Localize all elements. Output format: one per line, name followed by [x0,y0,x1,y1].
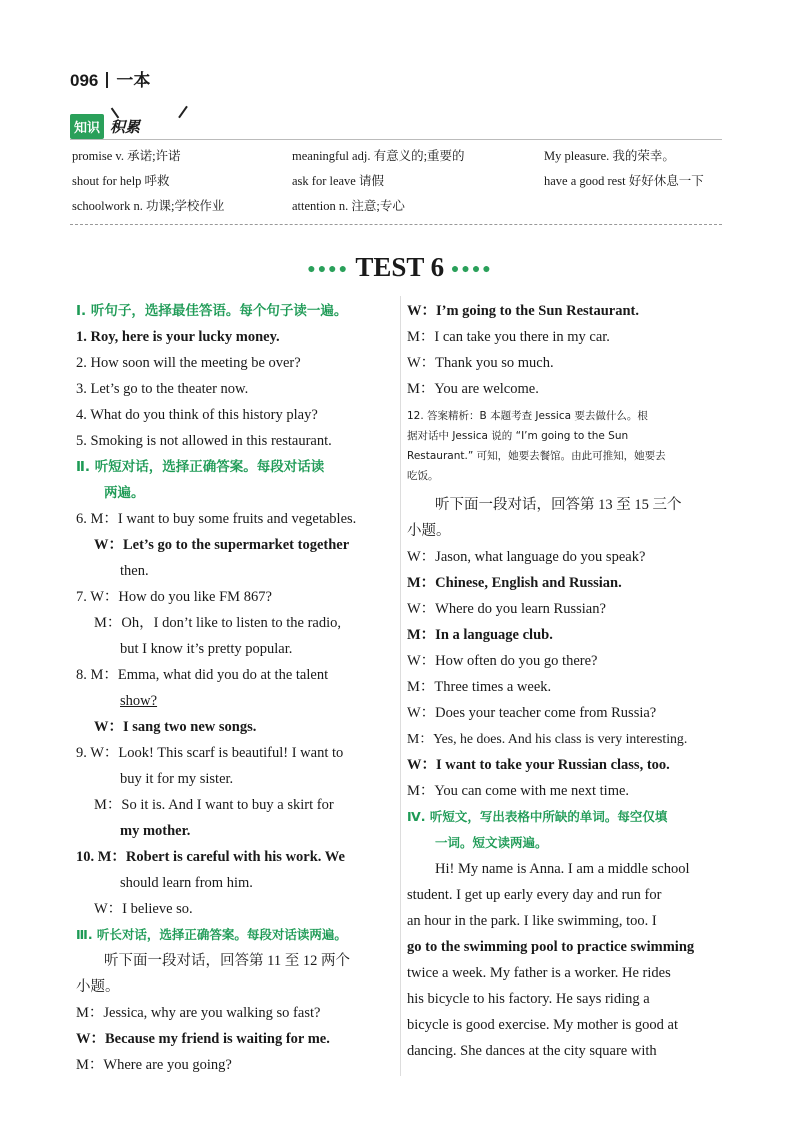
question-line: 1. Roy, here is your lucky money. [76,329,280,345]
dialog-line: 6. M：I want to buy some fruits and vegetables. [76,511,357,527]
dialog-line: M：Three times a week. [407,679,552,695]
test-title: TEST 6 [355,252,445,282]
dialog-line: W：I want to take your Russian class, too. [407,757,670,773]
answer-note: 据对话中 Jessica 说的 “I’m going to the Sun [407,430,629,442]
dialog-line: 8. M：Emma, what did you do at the talent [76,667,329,683]
instruction-line: 听下面一段对话，回答第 13 至 15 三个 [435,497,682,513]
left-column [76,298,394,1078]
dialog-line: W：How often do you go there? [407,653,598,669]
vocab-item: My pleasure. 我的荣幸。 [544,149,675,163]
section-heading-cont: 两遍。 [104,485,145,501]
decor-stroke [178,106,188,119]
instruction-line: 小题。 [76,979,120,995]
knowledge-section-label [70,113,140,139]
section-heading: Ⅱ. 听短对话，选择正确答案。每段对话读 [76,459,325,475]
dialog-line: my mother. [120,823,191,839]
dialog-line: W：Where do you learn Russian? [407,601,606,617]
section-heading: Ⅰ. 听句子，选择最佳答语。每个句子读一遍。 [76,303,348,319]
dialog-line: 7. W：How do you like FM 867? [76,589,272,605]
vocab-item: attention n. 注意;专心 [292,199,405,213]
vocab-item: schoolwork n. 功课;学校作业 [72,199,225,213]
test-heading [0,252,800,283]
section-divider [70,139,722,140]
dialog-line: buy it for my sister. [120,771,234,787]
dialog-line: M：Oh，I don’t like to listen to the radio, [94,615,342,631]
dialog-line: 10. M：Robert is careful with his work. We [76,849,345,865]
passage-line: Hi! My name is Anna. I am a middle school [435,861,690,877]
dialog-line: M：Yes, he does. And his class is very interesting. [407,731,688,746]
dialog-line: M：So it is. And I want to buy a skirt for [94,797,334,813]
dialog-line: W：I believe so. [94,901,193,917]
answer-note: 吃饭。 [407,470,439,482]
dialog-line: show? [120,693,158,709]
book-title: 一本 [116,71,151,91]
dialog-line: M：Jessica, why are you walking so fast? [76,1005,321,1021]
section-heading-cont: 一词。短文读两遍。 [435,835,548,850]
vocab-item: ask for leave 请假 [292,174,384,188]
dialog-line: W：I sang two new songs. [94,719,257,735]
knowledge-title: 积累 [110,117,141,136]
dialog-line: W：Does your teacher come from Russia? [407,705,657,721]
knowledge-badge: 知识 [70,114,104,139]
dialog-line: M：I can take you there in my car. [407,329,610,345]
passage-line: dancing. She dances at the city square with [407,1043,657,1059]
dialog-line: then. [120,563,149,579]
section-heading: Ⅲ. 听长对话，选择正确答案。每段对话读两遍。 [76,927,347,942]
vocab-item: promise v. 承诺;许诺 [72,149,181,163]
passage-line: his bicycle to his factory. He says riding a [407,991,650,1007]
dialog-line: W：Jason, what language do you speak? [407,549,646,565]
question-line: 3. Let’s go to the theater now. [76,381,249,397]
dialog-line: should learn from him. [120,875,253,891]
dialog-line: M：Where are you going? [76,1057,232,1073]
question-line: 4. What do you think of this history play? [76,407,318,423]
answer-note: 12. 答案精析：B 本题考查 Jessica 要去做什么。根 [407,410,648,422]
page-number: 096 [70,71,99,90]
dialog-line: M：Chinese, English and Russian. [407,575,622,591]
vocab-item: shout for help 呼救 [72,174,170,188]
decor-dots-right: ●●●● [450,261,493,277]
decor-dots-left: ●●●● [307,261,350,277]
answer-note: Restaurant.” 可知，她要去餐馆。由此可推知，她要去 [407,450,666,462]
dashed-divider [70,224,722,225]
dialog-line: W：Let’s go to the supermarket together [94,537,350,553]
dialog-line: W：I’m going to the Sun Restaurant. [407,303,640,319]
instruction-line: 小题。 [407,523,451,539]
dialog-line: W：Because my friend is waiting for me. [76,1031,330,1047]
page-header [70,66,150,91]
dialog-line: M：You are welcome. [407,381,539,397]
vocab-item: have a good rest 好好休息一下 [544,174,704,188]
column-divider [400,296,401,1076]
section-heading: Ⅳ. 听短文，写出表格中所缺的单词。每空仅填 [407,809,668,824]
dialog-line: but I know it’s pretty popular. [120,641,293,657]
passage-line: twice a week. My father is a worker. He rides [407,965,671,981]
right-column [407,298,725,1064]
dialog-line: 9. W：Look! This scarf is beautiful! I want to [76,745,344,761]
vocab-item: meaningful adj. 有意义的;重要的 [292,149,465,163]
dialog-line: M：You can come with me next time. [407,783,630,799]
dialog-line: W：Thank you so much. [407,355,554,371]
passage-line: student. I get up early every day and run for [407,887,662,903]
question-line: 2. How soon will the meeting be over? [76,355,301,371]
passage-line: an hour in the park. I like swimming, too. I [407,913,657,929]
dialog-line: M：In a language club. [407,627,553,643]
passage-line: bicycle is good exercise. My mother is good at [407,1017,679,1033]
instruction-line: 听下面一段对话，回答第 11 至 12 两个 [104,953,350,969]
passage-line: go to the swimming pool to practice swimming [407,939,695,955]
question-line: 5. Smoking is not allowed in this restaurant. [76,433,332,449]
header-divider [106,72,108,88]
